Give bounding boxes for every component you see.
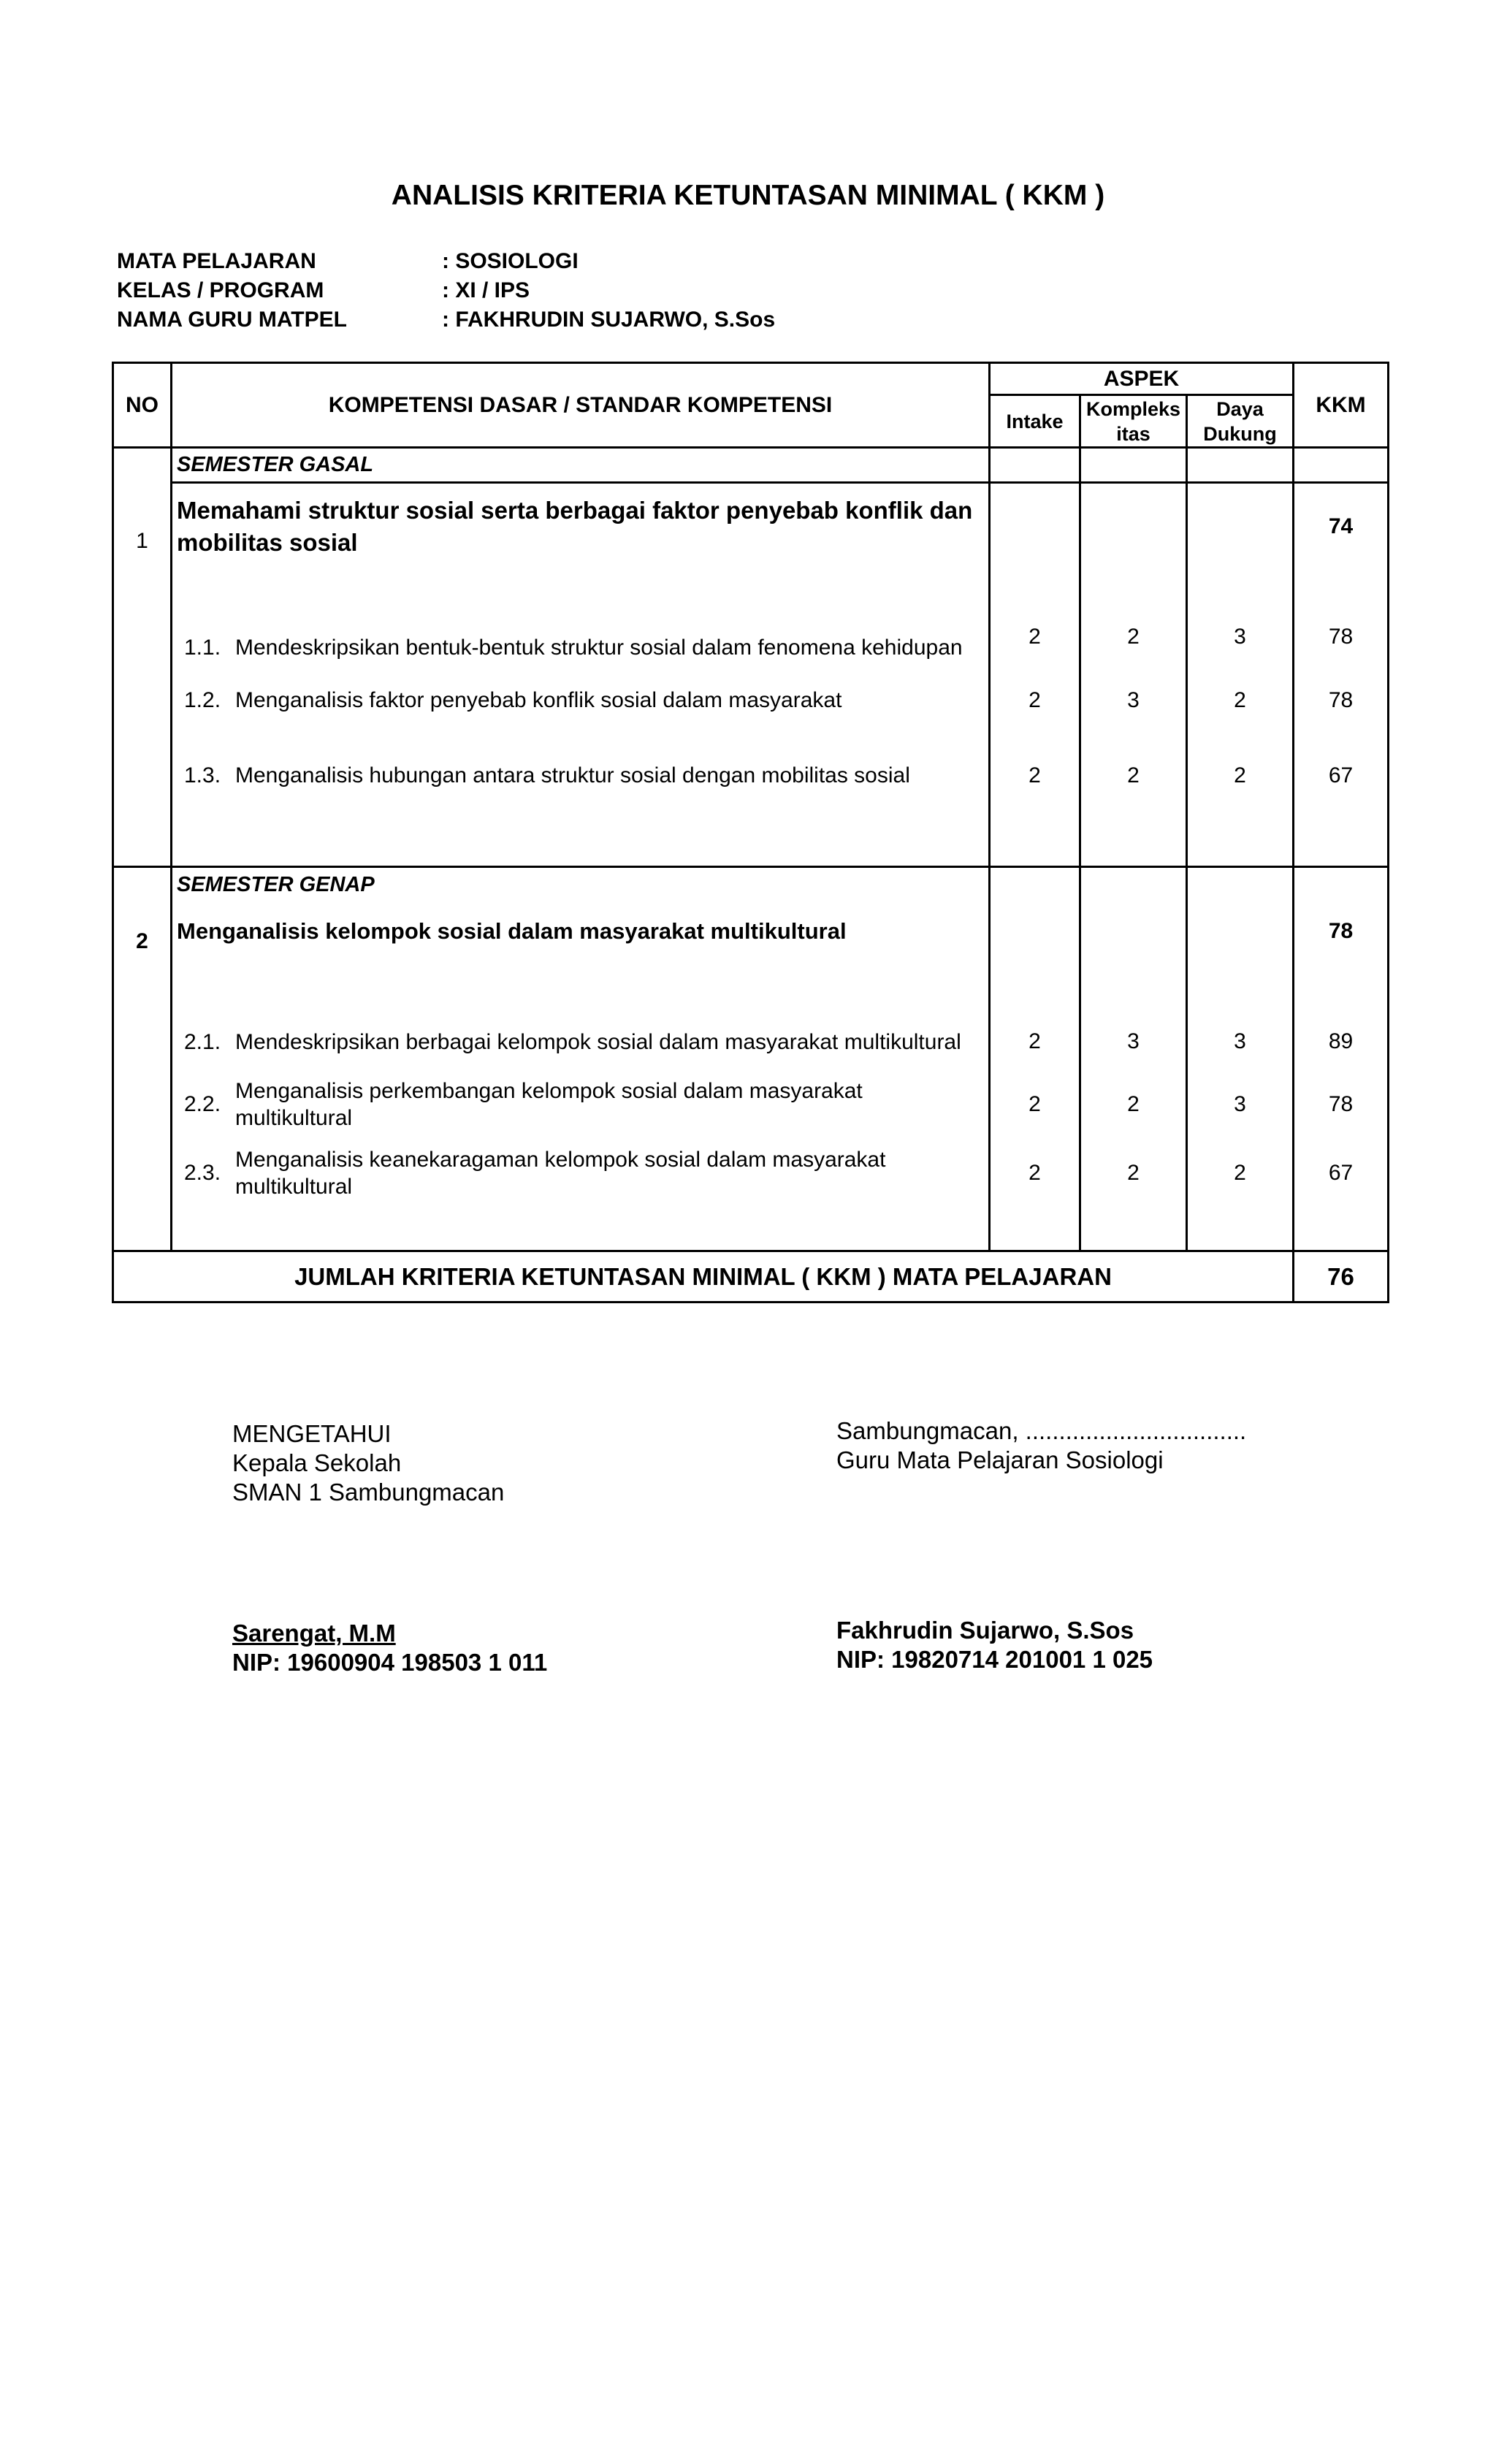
daya-dukung-value: 3 (1187, 1070, 1294, 1139)
header-no: NO (113, 363, 172, 448)
table-row (113, 571, 1389, 665)
info-label: MATA PELAJARAN (117, 249, 316, 273)
info-label: KELAS / PROGRAM (117, 278, 324, 302)
item-text: Menganalisis perkembangan kelompok sosial dalam masyarakat multikultural (235, 1078, 863, 1130)
item-text: Menganalisis hubungan antara struktur sosial dengan mobilitas sosial (235, 763, 910, 787)
kkm-value: 78 (1294, 665, 1389, 736)
standard-competency-row (113, 902, 1389, 961)
sig-left-line3: SMAN 1 Sambungmacan (232, 1479, 505, 1506)
item-text: Mendeskripsikan berbagai kelompok sosial dalam masyarakat multikultural (235, 1029, 961, 1054)
sig-left-line1: MENGETAHUI (232, 1420, 392, 1447)
daya-dukung-value: 2 (1187, 665, 1294, 736)
table-row (113, 961, 1389, 1070)
kompleksitas-value: 3 (1080, 665, 1187, 736)
daya-dukung-value: 3 (1187, 961, 1294, 1070)
sig-left-nip: NIP: 19600904 198503 1 011 (232, 1649, 548, 1676)
item-text: Menganalisis faktor penyebab konflik sosial dalam masyarakat (235, 688, 842, 712)
sig-left-name: Sarengat, M.M (232, 1620, 396, 1647)
daya-dukung-value: 2 (1187, 1139, 1294, 1208)
header-intake: Intake (990, 395, 1080, 448)
row-number-text: 1 (136, 529, 148, 553)
kompleksitas-value: 2 (1080, 736, 1187, 816)
intake-value: 2 (990, 665, 1080, 736)
item-number: 1.2. (184, 688, 221, 712)
kkm-value: 67 (1294, 1139, 1389, 1208)
daya-dukung-value: 2 (1187, 736, 1294, 816)
info-value: : XI / IPS (442, 278, 530, 302)
intake-value: 2 (990, 1139, 1080, 1208)
semester-label-row (113, 448, 1389, 483)
header-aspek: ASPEK (990, 363, 1294, 395)
signature-principal (232, 1419, 547, 1677)
intake-value: 2 (990, 961, 1080, 1070)
sig-right-name: Fakhrudin Sujarwo, S.Sos (836, 1617, 1134, 1644)
header-daya-dukung: Daya Dukung (1187, 395, 1294, 448)
kompleksitas-value: 2 (1080, 1139, 1187, 1208)
sig-left-line2: Kepala Sekolah (232, 1449, 402, 1476)
standard-kkm-value: 74 (1294, 483, 1389, 571)
standard-competency-row (113, 483, 1389, 571)
semester-label: SEMESTER GENAP (172, 867, 990, 902)
header-kompleksitas: Kompleks itas (1080, 395, 1187, 448)
standard-competency-text: Memahami struktur sosial serta berbagai faktor penyebab konflik dan mobilitas sosial (172, 483, 990, 571)
document-title: ANALISIS KRITERIA KETUNTASAN MINIMAL ( KKM ) (391, 180, 1105, 211)
kkm-value: 89 (1294, 961, 1389, 1070)
header-kkm: KKM (1294, 363, 1389, 448)
intake-value: 2 (990, 571, 1080, 665)
semester-label-row (113, 867, 1389, 902)
kkm-value: 78 (1294, 571, 1389, 665)
signature-teacher (836, 1416, 1246, 1674)
info-label: NAMA GURU MATPEL (117, 308, 347, 332)
sig-right-line2: Guru Mata Pelajaran Sosiologi (836, 1446, 1164, 1473)
table-row (113, 1139, 1389, 1208)
row-number-text: 2 (136, 929, 148, 953)
kkm-value: 78 (1294, 1070, 1389, 1139)
item-number: 2.2. (184, 1092, 221, 1116)
info-value: : SOSIOLOGI (442, 249, 579, 273)
semester-label: SEMESTER GASAL (172, 448, 990, 483)
total-label: JUMLAH KRITERIA KETUNTASAN MINIMAL ( KKM ) MATA PELAJARAN (113, 1251, 1294, 1302)
kompleksitas-value: 2 (1080, 571, 1187, 665)
kkm-value: 67 (1294, 736, 1389, 816)
row-number (113, 448, 172, 867)
table-row (113, 736, 1389, 816)
total-row (113, 1251, 1389, 1302)
item-number: 2.3. (184, 1161, 221, 1185)
intake-value: 2 (990, 1070, 1080, 1139)
item-number: 1.1. (184, 635, 221, 660)
item-text: Menganalisis keanekaragaman kelompok sosial dalam masyarakat multikultural (235, 1147, 886, 1199)
kkm-table (112, 362, 1389, 1303)
table-row (113, 665, 1389, 736)
intake-value: 2 (990, 736, 1080, 816)
kompleksitas-value: 3 (1080, 961, 1187, 1070)
header-kompetensi: KOMPETENSI DASAR / STANDAR KOMPETENSI (172, 363, 990, 448)
daya-dukung-value: 3 (1187, 571, 1294, 665)
kompleksitas-value: 2 (1080, 1070, 1187, 1139)
total-kkm-value: 76 (1294, 1251, 1389, 1302)
sig-right-line1: Sambungmacan, ................................. (836, 1417, 1247, 1444)
item-text: Mendeskripsikan bentuk-bentuk struktur sosial dalam fenomena kehidupan (235, 635, 963, 660)
item-number: 1.3. (184, 763, 221, 787)
info-value: : FAKHRUDIN SUJARWO, S.Sos (442, 308, 776, 332)
row-number (113, 867, 172, 1251)
table-row (113, 1070, 1389, 1139)
table-header-row (113, 363, 1389, 395)
standard-kkm-value: 78 (1294, 902, 1389, 961)
item-number: 2.1. (184, 1029, 221, 1054)
standard-competency-text: Menganalisis kelompok sosial dalam masyarakat multikultural (172, 902, 990, 961)
sig-right-nip: NIP: 19820714 201001 1 025 (836, 1646, 1153, 1673)
